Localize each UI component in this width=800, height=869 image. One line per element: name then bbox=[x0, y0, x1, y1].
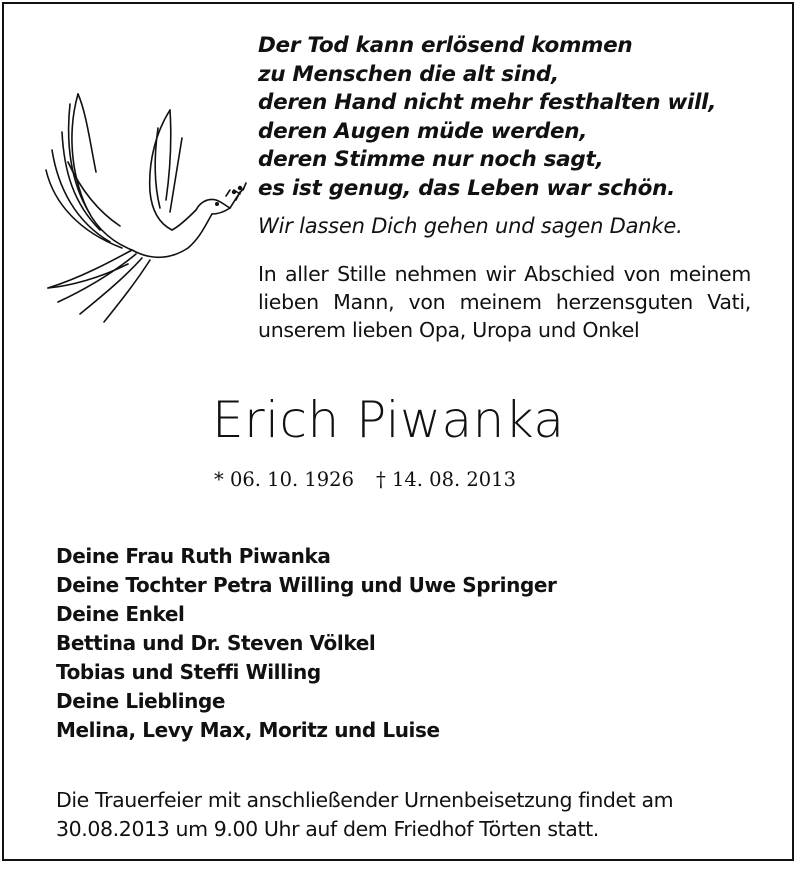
birth-date: * 06. 10. 1926 bbox=[214, 468, 354, 491]
mourner-line: Deine Enkel bbox=[56, 602, 185, 626]
mourner-line: Melina, Levy Max, Moritz und Luise bbox=[56, 718, 440, 742]
mourner-line: Deine Lieblinge bbox=[56, 689, 226, 713]
service-line: 30.08.2013 um 9.00 Uhr auf dem Friedhof Törten statt. bbox=[56, 817, 599, 841]
mourner-line: Bettina und Dr. Steven Völkel bbox=[56, 631, 376, 655]
poem-line: zu Menschen die alt sind, bbox=[258, 61, 559, 87]
mourner-line: Deine Frau Ruth Piwanka bbox=[56, 544, 331, 568]
dove-icon bbox=[40, 92, 250, 342]
farewell-line: Wir lassen Dich gehen und sagen Danke. bbox=[258, 214, 683, 238]
deceased-name: Erich Piwanka bbox=[212, 391, 565, 449]
poem-line: Der Tod kann erlösend kommen bbox=[258, 33, 633, 58]
poem-line: deren Augen müde werden, bbox=[258, 118, 588, 144]
poem-line: deren Hand nicht mehr festhalten will, bbox=[258, 90, 717, 115]
mourner-line: Tobias und Steffi Willing bbox=[56, 660, 321, 684]
mourners-list bbox=[56, 542, 557, 745]
death-date: † 14. 08. 2013 bbox=[376, 468, 516, 491]
obituary-notice bbox=[2, 2, 794, 861]
service-line: Die Trauerfeier mit anschließender Urnenbeisetzung findet am bbox=[56, 788, 674, 812]
poem-line: deren Stimme nur noch sagt, bbox=[258, 147, 604, 172]
poem-line: es ist genug, das Leben war schön. bbox=[258, 175, 675, 201]
funeral-service-info bbox=[56, 786, 756, 844]
life-dates bbox=[214, 467, 516, 493]
poem bbox=[258, 32, 778, 203]
mourner-line: Deine Tochter Petra Willing und Uwe Springer bbox=[56, 573, 557, 597]
intro-text: In aller Stille nehmen wir Abschied von meinem lieben Mann, von meinem herzensguten Vati, unserem lieben Opa, Uropa und Onkel bbox=[258, 262, 751, 342]
